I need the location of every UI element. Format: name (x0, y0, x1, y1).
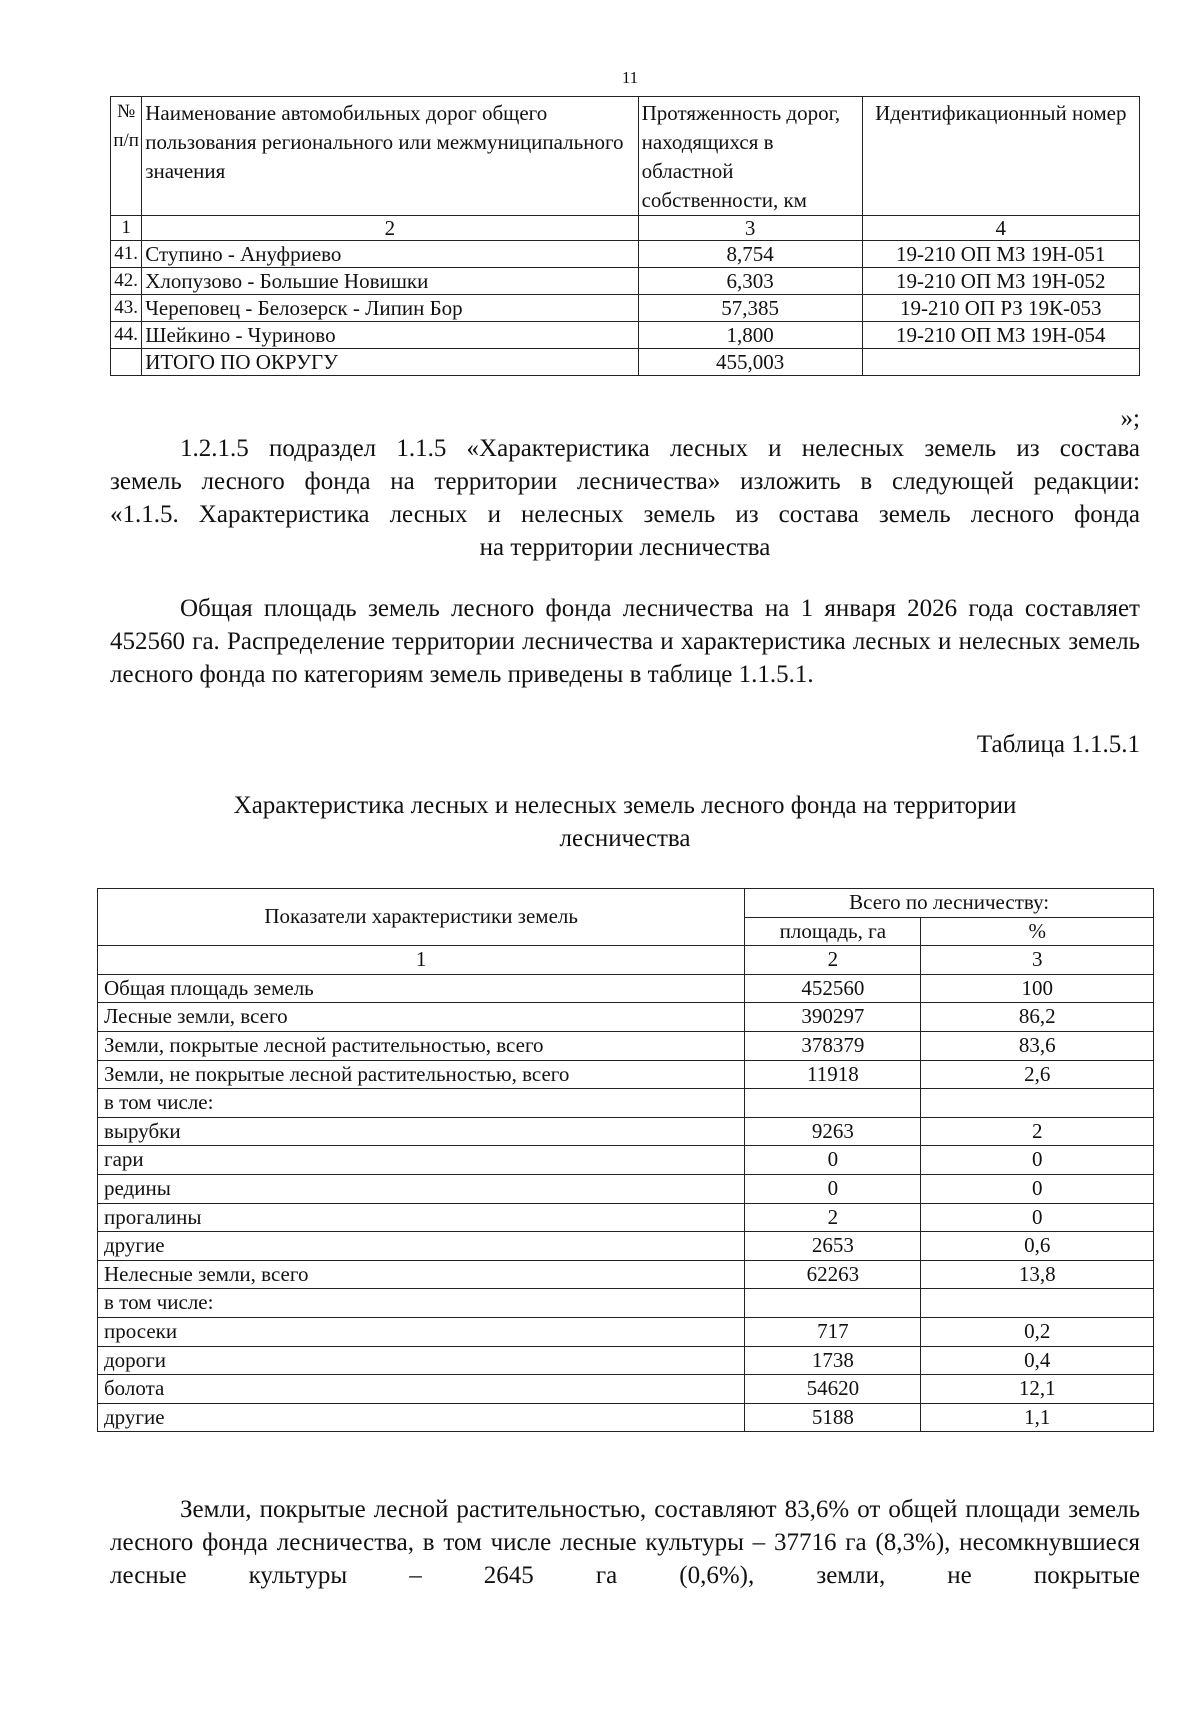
table-row (98, 1375, 1154, 1404)
land-percent: 86,2 (921, 1003, 1154, 1032)
roads-table-header (111, 97, 1140, 216)
land-area: 717 (745, 1317, 921, 1346)
land-indicator: прогалины (98, 1203, 745, 1232)
land-area: 0 (745, 1146, 921, 1175)
lands-header-percent: % (921, 917, 1154, 946)
land-area: 9263 (745, 1117, 921, 1146)
table-row (111, 295, 1140, 322)
table-row (98, 1060, 1154, 1089)
road-name: Ступино - Ануфриево (142, 241, 638, 268)
land-indicator: в том числе: (98, 1089, 745, 1118)
land-percent: 0 (921, 1203, 1154, 1232)
land-indicator: в том числе: (98, 1289, 745, 1318)
land-indicator: Лесные земли, всего (98, 1003, 745, 1032)
land-area: 0 (745, 1174, 921, 1203)
land-area: 62263 (745, 1260, 921, 1289)
land-percent: 13,8 (921, 1260, 1154, 1289)
road-id: 19-210 ОП МЗ 19Н-052 (862, 268, 1139, 295)
table-row (98, 1203, 1154, 1232)
road-total-num (111, 349, 142, 376)
body-paragraph (110, 592, 1140, 691)
land-indicator: Общая площадь земель (98, 974, 745, 1003)
land-percent: 0 (921, 1174, 1154, 1203)
table-title-line-1: Характеристика лесных и нелесных земель лесного фонда на территории (233, 792, 1017, 819)
land-indicator: болота (98, 1375, 745, 1404)
table-title (110, 789, 1140, 855)
land-area: 390297 (745, 1003, 921, 1032)
land-indicator: Нелесные земли, всего (98, 1260, 745, 1289)
lands-header-area: площадь, га (745, 917, 921, 946)
roads-index-cell: 3 (638, 216, 862, 241)
road-name: Шейкино - Чуриново (142, 322, 638, 349)
table-row (98, 1003, 1154, 1032)
land-indicator: вырубки (98, 1117, 745, 1146)
table-label: Таблица 1.1.5.1 (976, 731, 1140, 758)
land-indicator: просеки (98, 1317, 745, 1346)
road-num: 42. (111, 268, 142, 295)
table-row (111, 268, 1140, 295)
land-percent (921, 1289, 1154, 1318)
road-length: 8,754 (638, 241, 862, 268)
land-percent: 2 (921, 1117, 1154, 1146)
road-id: 19-210 ОП РЗ 19К-053 (862, 295, 1139, 322)
land-percent (921, 1089, 1154, 1118)
land-area: 2653 (745, 1232, 921, 1261)
road-num: 41. (111, 241, 142, 268)
land-indicator: другие (98, 1232, 745, 1261)
lands-index-cell: 1 (98, 946, 745, 975)
lands-index-cell: 3 (921, 946, 1154, 975)
roads-total-row (111, 349, 1140, 376)
land-indicator: Земли, покрытые лесной растительностью, всего (98, 1031, 745, 1060)
land-area: 2 (745, 1203, 921, 1232)
land-percent: 0 (921, 1146, 1154, 1175)
table-row (98, 1117, 1154, 1146)
roads-header-length: Протяженность дорог, находящихся в областной собственности, км (638, 97, 862, 216)
land-percent: 2,6 (921, 1060, 1154, 1089)
road-total-id (862, 349, 1139, 376)
road-id: 19-210 ОП МЗ 19Н-051 (862, 241, 1139, 268)
road-num: 43. (111, 295, 142, 322)
road-length: 6,303 (638, 268, 862, 295)
table-row (98, 1232, 1154, 1261)
road-name: Череповец - Белозерск - Липин Бор (142, 295, 638, 322)
land-area: 378379 (745, 1031, 921, 1060)
total-area-paragraph: Общая площадь земель лесного фонда лесничества на 1 января 2026 года составляет 452560 га. Распределение территории лесничества и характеристика лесных и нелесных земель лесного фонда по категориям земель приведены в таблице 1.1.5.1. (110, 595, 1140, 688)
lands-header-indicator: Показатели характеристики земель (98, 889, 745, 946)
roads-header-name: Наименование автомобильных дорог общего пользования регионального или межмуниципального значения (142, 97, 638, 216)
table-row (98, 1289, 1154, 1318)
lands-index-row (98, 946, 1154, 975)
road-num: 44. (111, 322, 142, 349)
closing-paragraph (110, 1493, 1140, 1592)
section-heading-line-1: «1.1.5. Характеристика лесных и нелесных земель из состава земель лесного фонда (110, 501, 1140, 528)
land-percent: 100 (921, 974, 1154, 1003)
table-row (98, 1146, 1154, 1175)
roads-header-id: Идентификационный номер (862, 97, 1139, 216)
table-row (98, 1089, 1154, 1118)
quote-end: »; (1120, 405, 1140, 432)
land-indicator: гари (98, 1146, 745, 1175)
table-row (98, 1346, 1154, 1375)
table-row (111, 241, 1140, 268)
land-area (745, 1289, 921, 1318)
land-indicator: Земли, не покрытые лесной растительностью, всего (98, 1060, 745, 1089)
land-percent: 83,6 (921, 1031, 1154, 1060)
amendment-line-2: земель лесного фонда на территории лесничества» изложить в следующей редакции: (110, 468, 1140, 495)
road-length: 57,385 (638, 295, 862, 322)
land-indicator: редины (98, 1174, 745, 1203)
land-area: 54620 (745, 1375, 921, 1404)
land-area: 452560 (745, 974, 921, 1003)
land-area: 11918 (745, 1060, 921, 1089)
lands-index-cell: 2 (745, 946, 921, 975)
amendment-paragraph (110, 432, 1140, 564)
road-id: 19-210 ОП МЗ 19Н-054 (862, 322, 1139, 349)
lands-header-total-group: Всего по лесничеству: (745, 889, 1154, 918)
lands-header-row (98, 889, 1154, 918)
table-row (98, 1403, 1154, 1432)
road-name: Хлопузово - Большие Новишки (142, 268, 638, 295)
roads-index-cell: 1 (111, 216, 142, 241)
amendment-line-1: 1.2.1.5 подраздел 1.1.5 «Характеристика лесных и нелесных земель из состава (180, 435, 1140, 462)
land-indicator: другие (98, 1403, 745, 1432)
land-percent: 1,1 (921, 1403, 1154, 1432)
land-percent: 0,4 (921, 1346, 1154, 1375)
table-row (98, 974, 1154, 1003)
roads-header-num: № п/п (111, 97, 142, 216)
land-indicator: дороги (98, 1346, 745, 1375)
road-length: 1,800 (638, 322, 862, 349)
table-row (98, 1031, 1154, 1060)
land-percent: 0,2 (921, 1317, 1154, 1346)
table-row (98, 1260, 1154, 1289)
land-percent: 12,1 (921, 1375, 1154, 1404)
land-area: 5188 (745, 1403, 921, 1432)
road-total-length: 455,003 (638, 349, 862, 376)
table-row (111, 322, 1140, 349)
table-title-line-2: лесничества (559, 825, 691, 852)
land-area: 1738 (745, 1346, 921, 1375)
table-row (98, 1174, 1154, 1203)
table-row (98, 1317, 1154, 1346)
lands-table (97, 888, 1154, 1432)
road-total-label: ИТОГО ПО ОКРУГУ (142, 349, 638, 376)
forest-cover-paragraph: Земли, покрытые лесной растительностью, составляют 83,6% от общей площади земель лесного фонда лесничества, в том числе лесные культуры – 37716 га (8,3%), несомкнувшиеся лесные культуры – 2645 га (0,6%), земли, не покрытые (110, 1496, 1140, 1589)
roads-index-row (111, 216, 1140, 241)
roads-index-cell: 4 (862, 216, 1139, 241)
roads-index-cell: 2 (142, 216, 638, 241)
page-number: 11 (621, 68, 639, 87)
section-heading-line-2: на территории лесничества (479, 534, 771, 561)
land-percent: 0,6 (921, 1232, 1154, 1261)
land-area (745, 1089, 921, 1118)
roads-table (110, 96, 1140, 376)
